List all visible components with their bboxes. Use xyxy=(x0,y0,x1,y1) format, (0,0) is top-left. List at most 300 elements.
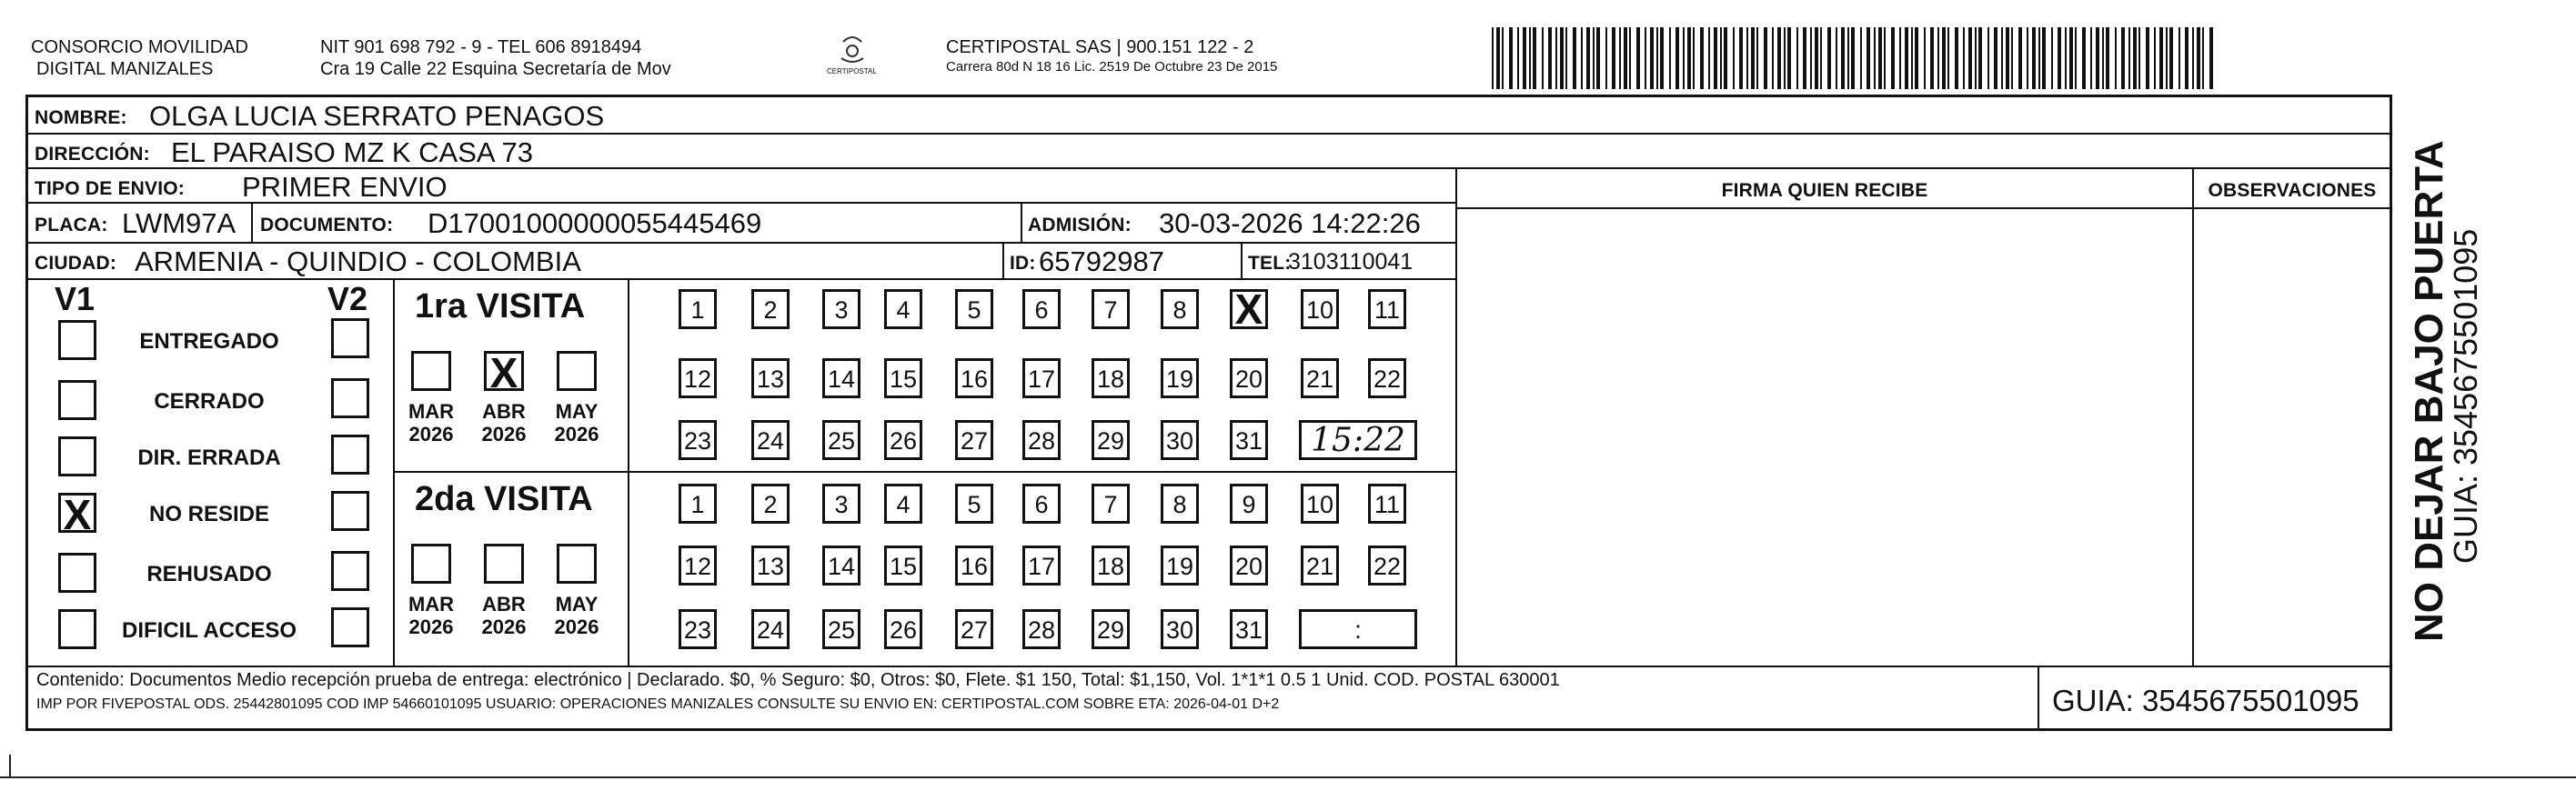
barcode-bar xyxy=(2038,27,2040,89)
nit-line-1: NIT 901 698 792 - 9 - TEL 606 8918494 xyxy=(320,37,642,57)
visit-2-month-label xyxy=(473,593,535,638)
month-year: 2026 xyxy=(481,616,527,638)
tipo-label: TIPO DE ENVIO: xyxy=(35,178,185,199)
barcode-bar xyxy=(1724,27,1727,89)
visit-2-day-box[interactable] xyxy=(751,484,790,524)
v1-checkbox[interactable] xyxy=(58,609,96,649)
day-number: 15 xyxy=(889,553,918,580)
v1-checkbox[interactable] xyxy=(58,436,96,476)
day-number: 29 xyxy=(1096,427,1125,455)
day-number: 27 xyxy=(960,427,989,455)
courier-line-2: Carrera 80d N 18 16 Lic. 2519 De Octubre 23 De 2015 xyxy=(946,59,1278,75)
visit-2-day-box[interactable] xyxy=(1230,484,1268,524)
tel-cell xyxy=(1241,242,1457,280)
day-number: 27 xyxy=(960,616,989,644)
scan-edge-bottom xyxy=(0,776,2576,778)
visit-2-day-box[interactable] xyxy=(955,546,993,586)
v2-checkbox[interactable] xyxy=(331,491,369,531)
visit-1-day-box[interactable] xyxy=(1161,420,1199,460)
firma-area[interactable] xyxy=(1455,207,2194,667)
day-number: 12 xyxy=(683,365,712,393)
visit-1-day-box[interactable] xyxy=(751,358,790,398)
barcode-bar xyxy=(1884,27,1886,89)
visit-2-day-box[interactable] xyxy=(1161,609,1199,649)
visit-1-day-box[interactable] xyxy=(1161,358,1199,398)
visit-1-day-box[interactable] xyxy=(1022,289,1061,329)
barcode-bar xyxy=(1878,27,1882,89)
day-number: 11 xyxy=(1374,491,1401,518)
id-label: ID: xyxy=(1010,253,1036,274)
barcode-bar xyxy=(1942,27,1946,89)
visit-1-day-box[interactable] xyxy=(1301,358,1339,398)
visit-1-month-checkbox[interactable] xyxy=(411,351,451,391)
visit-1-day-box[interactable] xyxy=(751,420,790,460)
barcode-bar xyxy=(2115,27,2117,89)
barcode-bar xyxy=(2169,27,2173,89)
barcode-bar xyxy=(2069,27,2073,89)
visit-2-day-box[interactable] xyxy=(1092,484,1130,524)
visit-1-day-box[interactable] xyxy=(679,289,717,329)
month-name: ABR xyxy=(482,593,526,616)
barcode-bar xyxy=(1492,27,1494,89)
barcode-bar xyxy=(1899,27,1901,89)
visit-1-day-box[interactable] xyxy=(1230,358,1268,398)
day-number: 28 xyxy=(1027,616,1056,644)
barcode-bar xyxy=(1714,27,1717,89)
day-number: 1 xyxy=(690,296,705,324)
nombre-value: OLGA LUCIA SERRATO PENAGOS xyxy=(149,100,605,132)
visit-1-day-box[interactable] xyxy=(1368,358,1406,398)
barcode-bar xyxy=(1573,27,1576,89)
day-number: 4 xyxy=(896,296,911,324)
barcode-bar xyxy=(1509,27,1513,89)
visit-2-day-box[interactable] xyxy=(679,609,717,649)
observaciones-label: OBSERVACIONES xyxy=(2208,180,2377,201)
barcode-bar xyxy=(1963,27,1965,89)
visit-2-day-box[interactable] xyxy=(679,484,717,524)
barcode-bar xyxy=(1874,27,1876,89)
v2-header: V2 xyxy=(327,280,368,317)
barcode-bar xyxy=(1586,27,1590,89)
visit-2-day-box[interactable] xyxy=(884,484,922,524)
visit-1-month-checkbox[interactable] xyxy=(557,351,597,391)
day-number: 21 xyxy=(1305,365,1334,393)
visit-1-month-label xyxy=(546,400,608,446)
visit-2-day-box[interactable] xyxy=(1161,546,1199,586)
visit-1-day-box[interactable] xyxy=(822,420,860,460)
nit-line-2: Cra 19 Calle 22 Esquina Secretaría de Mov xyxy=(320,59,671,79)
v2-checkbox[interactable] xyxy=(331,435,369,475)
visit-1-day-box[interactable] xyxy=(751,289,790,329)
barcode-bar xyxy=(1624,27,1627,89)
barcode-bar xyxy=(1605,27,1607,89)
visit-2-day-box[interactable] xyxy=(884,609,922,649)
day-number: 10 xyxy=(1305,296,1334,324)
observaciones-area[interactable] xyxy=(2192,207,2392,667)
barcode-bar xyxy=(2197,27,2200,89)
barcode-bar xyxy=(1810,27,1812,89)
barcode-bar xyxy=(1891,27,1895,89)
day-number: 7 xyxy=(1103,296,1118,324)
day-number: 26 xyxy=(889,427,918,455)
barcode-bar xyxy=(1937,27,1939,89)
admision-value: 30-03-2026 14:22:26 xyxy=(1159,207,1421,239)
courier-logo xyxy=(823,29,887,80)
barcode-bar xyxy=(1593,27,1595,89)
day-number: 14 xyxy=(827,553,856,580)
visit-1-month-checkbox[interactable] xyxy=(484,349,524,396)
barcode-bar xyxy=(1975,27,1977,89)
v1-checkbox[interactable] xyxy=(58,491,96,538)
barcode-bar xyxy=(1751,27,1755,89)
day-number: 14 xyxy=(827,365,856,393)
barcode-bar xyxy=(2096,27,2099,89)
placa-cell xyxy=(25,202,253,244)
barcode-bar xyxy=(1720,27,1722,89)
visit-1-day-box[interactable] xyxy=(822,289,860,329)
company-line-1: CONSORCIO MOVILIDAD xyxy=(31,37,248,57)
visit-2-day-box[interactable] xyxy=(1301,484,1339,524)
day-number: 8 xyxy=(1172,491,1187,518)
barcode-bar xyxy=(1955,27,1958,89)
barcode-bar xyxy=(1502,27,1504,89)
barcode-bar xyxy=(1756,27,1758,89)
visit-1-day-box[interactable] xyxy=(1092,358,1130,398)
day-number: 13 xyxy=(756,365,785,393)
barcode-bar xyxy=(1867,27,1870,89)
day-number: 30 xyxy=(1165,616,1194,644)
day-number: 3 xyxy=(834,491,849,518)
day-number: 23 xyxy=(683,616,712,644)
barcode-bar xyxy=(1764,27,1767,89)
barcode-bar xyxy=(1555,27,1557,89)
day-number: 24 xyxy=(756,427,785,455)
tel-value: 3103110041 xyxy=(1288,249,1414,275)
visit-1-day-box[interactable] xyxy=(1022,358,1061,398)
status-option-label: CERRADO xyxy=(154,389,265,414)
visit-1-day-box[interactable] xyxy=(884,289,922,329)
barcode-bar xyxy=(1542,27,1544,89)
ciudad-cell xyxy=(25,242,1004,280)
documento-cell xyxy=(251,202,1022,244)
visit-2-month-checkbox[interactable] xyxy=(484,544,524,584)
barcode-bar xyxy=(2209,27,2213,89)
barcode-bar xyxy=(2102,27,2104,89)
day-number: 31 xyxy=(1234,616,1263,644)
month-year: 2026 xyxy=(408,616,454,638)
day-number: 18 xyxy=(1096,365,1125,393)
barcode-bar xyxy=(1947,27,1949,89)
footer-guia-cell xyxy=(2038,666,2392,731)
month-year: 2026 xyxy=(554,423,599,446)
scan-edge-left xyxy=(9,755,11,778)
visit-2-month-label xyxy=(400,593,462,638)
documento-label: DOCUMENTO: xyxy=(260,215,394,235)
admision-cell xyxy=(1021,202,1457,244)
row-direccion xyxy=(25,133,2392,169)
day-number: 3 xyxy=(834,296,849,324)
visit-2-time-box[interactable]: : xyxy=(1299,609,1417,649)
barcode-bar xyxy=(1619,27,1621,89)
barcode-bar xyxy=(2179,27,2180,89)
barcode-bar xyxy=(2154,27,2156,89)
visit-1-day-box[interactable] xyxy=(1230,285,1268,333)
visit-2-day-box[interactable] xyxy=(884,546,922,586)
month-name: MAR xyxy=(408,593,455,616)
barcode-bar xyxy=(1905,27,1908,89)
day-number: 25 xyxy=(827,427,856,455)
visit-2-day-box[interactable] xyxy=(955,609,993,649)
v1-checkbox[interactable] xyxy=(58,553,96,593)
barcode-bar xyxy=(1581,27,1583,89)
visit-1-day-box[interactable] xyxy=(955,358,993,398)
month-name: MAR xyxy=(408,400,455,423)
barcode-bar xyxy=(1746,27,1748,89)
id-cell xyxy=(1002,242,1243,280)
v1-checkbox[interactable] xyxy=(58,320,96,360)
day-number: 20 xyxy=(1234,553,1263,580)
visit-1-day-box[interactable] xyxy=(1161,289,1199,329)
visit-1-day-box[interactable] xyxy=(822,358,860,398)
barcode-bar xyxy=(1496,27,1500,89)
month-year: 2026 xyxy=(408,423,454,446)
visit-2-day-box[interactable] xyxy=(955,484,993,524)
barcode-bar xyxy=(1523,27,1526,89)
barcode-bar xyxy=(1636,27,1640,89)
company-line-2: DIGITAL MANIZALES xyxy=(36,59,214,79)
day-number: 17 xyxy=(1027,365,1056,393)
side-guia: GUIA: 3545675501095 xyxy=(2447,228,2484,564)
visit-2-title: 2da VISITA xyxy=(415,480,593,518)
day-number: 4 xyxy=(896,491,911,518)
day-number: 5 xyxy=(967,296,981,324)
observaciones-header xyxy=(2192,167,2392,209)
visit-1-day-box[interactable] xyxy=(679,420,717,460)
visit-2-day-box[interactable] xyxy=(1092,546,1130,586)
placa-value: LWM97A xyxy=(122,207,236,239)
day-number: 16 xyxy=(960,553,989,580)
day-number: 6 xyxy=(1034,491,1049,518)
status-option-label: DIFICIL ACCESO xyxy=(121,618,297,643)
barcode-bar xyxy=(1629,27,1631,89)
day-number: 6 xyxy=(1034,296,1049,324)
day-number: 17 xyxy=(1027,553,1056,580)
visit-1-day-box[interactable] xyxy=(955,420,993,460)
day-number: 31 xyxy=(1234,427,1263,455)
visit-1-day-box[interactable] xyxy=(884,420,922,460)
company-name xyxy=(31,36,248,80)
admision-label: ADMISIÓN: xyxy=(1028,215,1132,235)
visit-1-month-label xyxy=(400,400,462,446)
v2-checkbox[interactable] xyxy=(331,551,369,591)
visit-1-day-box[interactable] xyxy=(1022,420,1061,460)
visit-1-month-label xyxy=(473,400,535,446)
barcode-bar xyxy=(1827,27,1831,89)
footer-content: Contenido: Documentos Medio recepción prueba de entrega: electrónico | Declarado. $0, % Seguro: $0, Otros: $0, Flete. $1 150, Total: $1,150, Vol. 1*1*1 0.5 1 Unid. COD. POSTAL 630001 xyxy=(36,670,1560,690)
day-number: 29 xyxy=(1096,616,1125,644)
barcode-bar xyxy=(1596,27,1600,89)
barcode-bar xyxy=(2159,27,2163,89)
visit-2-day-box[interactable] xyxy=(1368,546,1406,586)
v1-checkbox[interactable] xyxy=(58,380,96,420)
barcode-bar xyxy=(1841,27,1845,89)
company-nit xyxy=(320,36,671,80)
visit-1-day-box[interactable] xyxy=(1230,420,1268,460)
visit-2-day-box[interactable] xyxy=(1368,484,1406,524)
tipo-value: PRIMER ENVIO xyxy=(242,171,448,203)
barcode-bar xyxy=(1851,27,1855,89)
visit-2-day-box[interactable] xyxy=(1230,546,1268,586)
barcode-bar xyxy=(1836,27,1837,89)
barcode-bar xyxy=(2090,27,2092,89)
barcode-bar xyxy=(1650,27,1654,89)
barcode-bar xyxy=(1693,27,1695,89)
visit-1-day-box[interactable] xyxy=(1092,420,1130,460)
barcode-bar xyxy=(1968,27,1972,89)
day-number: 21 xyxy=(1305,553,1334,580)
day-number: 16 xyxy=(960,365,989,393)
barcode-bar xyxy=(2018,27,2022,89)
row-tipo-envio xyxy=(25,167,1457,204)
barcode-bar xyxy=(2027,27,2028,89)
direccion-value: EL PARAISO MZ K CASA 73 xyxy=(171,136,533,168)
day-number: 23 xyxy=(683,427,712,455)
visit-2-day-box[interactable] xyxy=(1230,609,1268,649)
barcode-bar xyxy=(1860,27,1862,89)
visit-1-day-box[interactable] xyxy=(884,358,922,398)
v2-checkbox[interactable] xyxy=(331,318,369,358)
courier-line-1: CERTIPOSTAL SAS | 900.151 122 - 2 xyxy=(946,37,1254,57)
direccion-label: DIRECCIÓN: xyxy=(35,144,150,165)
tel-label: TEL: xyxy=(1248,253,1292,274)
firma-header xyxy=(1455,167,2194,209)
visit-1-day-box[interactable] xyxy=(955,289,993,329)
row-nombre xyxy=(25,95,2392,135)
day-number: 28 xyxy=(1027,427,1056,455)
day-number: 2 xyxy=(763,491,778,518)
month-year: 2026 xyxy=(554,616,599,638)
day-number: 22 xyxy=(1373,365,1402,393)
visit-2-day-box[interactable] xyxy=(1022,609,1061,649)
ciudad-value: ARMENIA - QUINDIO - COLOMBIA xyxy=(135,245,581,277)
day-number: 19 xyxy=(1165,553,1194,580)
status-option-label: DIR. ERRADA xyxy=(137,446,281,470)
barcode-bar xyxy=(1994,27,1997,89)
status-option-label: REHUSADO xyxy=(146,562,272,586)
month-name: ABR xyxy=(482,400,526,423)
barcode-bar xyxy=(1708,27,1710,89)
courier-info xyxy=(946,36,1277,75)
visit-2-day-box[interactable] xyxy=(679,546,717,586)
day-number: 22 xyxy=(1373,553,1402,580)
day-number: 13 xyxy=(756,553,785,580)
barcode-bar xyxy=(1815,27,1818,89)
placa-label: PLACA: xyxy=(35,215,108,235)
visit-2-day-box[interactable] xyxy=(1092,609,1130,649)
v2-checkbox[interactable] xyxy=(331,607,369,647)
barcode-bar xyxy=(1660,27,1664,89)
barcode-bar xyxy=(1529,27,1531,89)
barcode-bar xyxy=(2166,27,2168,89)
barcode xyxy=(1492,27,2219,89)
barcode-bar xyxy=(2106,27,2109,89)
status-option-label: NO RESIDE xyxy=(148,502,270,526)
barcode-bar xyxy=(2065,27,2067,89)
visit-2-day-box[interactable] xyxy=(1301,546,1339,586)
visit-2-day-box[interactable] xyxy=(1022,484,1061,524)
courier-logo-text: CERTIPOSTAL xyxy=(827,67,877,75)
barcode-bar xyxy=(1739,27,1743,89)
day-number: 9 xyxy=(1242,491,1256,518)
visit-1-day-box[interactable] xyxy=(1368,289,1406,329)
ciudad-label: CIUDAD: xyxy=(35,253,117,274)
visit-2-day-box[interactable] xyxy=(822,484,860,524)
day-number: 10 xyxy=(1305,491,1334,518)
visit-2-month-checkbox[interactable] xyxy=(557,544,597,584)
day-number: 2 xyxy=(763,296,778,324)
barcode-bar xyxy=(1784,27,1786,89)
visit-2-month-label xyxy=(546,593,608,638)
barcode-bar xyxy=(1669,27,1671,89)
barcode-bar xyxy=(2146,27,2149,89)
visit-1-time-box[interactable]: 15:22 xyxy=(1299,420,1417,460)
barcode-bar xyxy=(1675,27,1679,89)
day-number: 15 xyxy=(889,365,918,393)
visit-2-day-box[interactable] xyxy=(822,546,860,586)
barcode-bar xyxy=(2202,27,2204,89)
visit-2-day-box[interactable] xyxy=(822,609,860,649)
v2-checkbox[interactable] xyxy=(331,378,369,418)
visit-1-day-check-mark: X xyxy=(1234,285,1263,333)
visit-1-day-box[interactable] xyxy=(1301,289,1339,329)
barcode-bar xyxy=(1645,27,1646,89)
barcode-bar xyxy=(1565,27,1567,89)
barcode-bar xyxy=(2075,27,2077,89)
barcode-bar xyxy=(1796,27,1798,89)
barcode-bar xyxy=(1612,27,1615,89)
id-value: 65792987 xyxy=(1039,245,1164,277)
barcode-bar xyxy=(1700,27,1704,89)
barcode-bar xyxy=(2185,27,2189,89)
barcode-bar xyxy=(2192,27,2194,89)
day-number: 19 xyxy=(1165,365,1194,393)
visit-1-month-check-mark: X xyxy=(489,349,518,396)
day-number: 1 xyxy=(690,491,705,518)
barcode-bar xyxy=(1787,27,1791,89)
visit-2-day-box[interactable] xyxy=(751,546,790,586)
barcode-bar xyxy=(2011,27,2013,89)
visit-1-day-box[interactable] xyxy=(679,358,717,398)
day-number: 24 xyxy=(756,616,785,644)
barcode-bar xyxy=(1656,27,1658,89)
visit-2-day-box[interactable] xyxy=(1022,546,1061,586)
visit-2-month-checkbox[interactable] xyxy=(411,544,451,584)
barcode-bar xyxy=(1517,27,1519,89)
barcode-bar xyxy=(1820,27,1822,89)
barcode-bar xyxy=(1548,27,1552,89)
visit-1-day-box[interactable] xyxy=(1092,289,1130,329)
month-year: 2026 xyxy=(481,423,527,446)
barcode-bar xyxy=(1772,27,1774,89)
day-number: 11 xyxy=(1374,296,1401,324)
barcode-bar xyxy=(1560,27,1564,89)
barcode-bar xyxy=(2051,27,2053,89)
barcode-bar xyxy=(1803,27,1806,89)
barcode-bar xyxy=(2006,27,2009,89)
barcode-bar xyxy=(1930,27,1934,89)
visit-2-day-box[interactable] xyxy=(1161,484,1199,524)
visit-2-day-box[interactable] xyxy=(751,609,790,649)
